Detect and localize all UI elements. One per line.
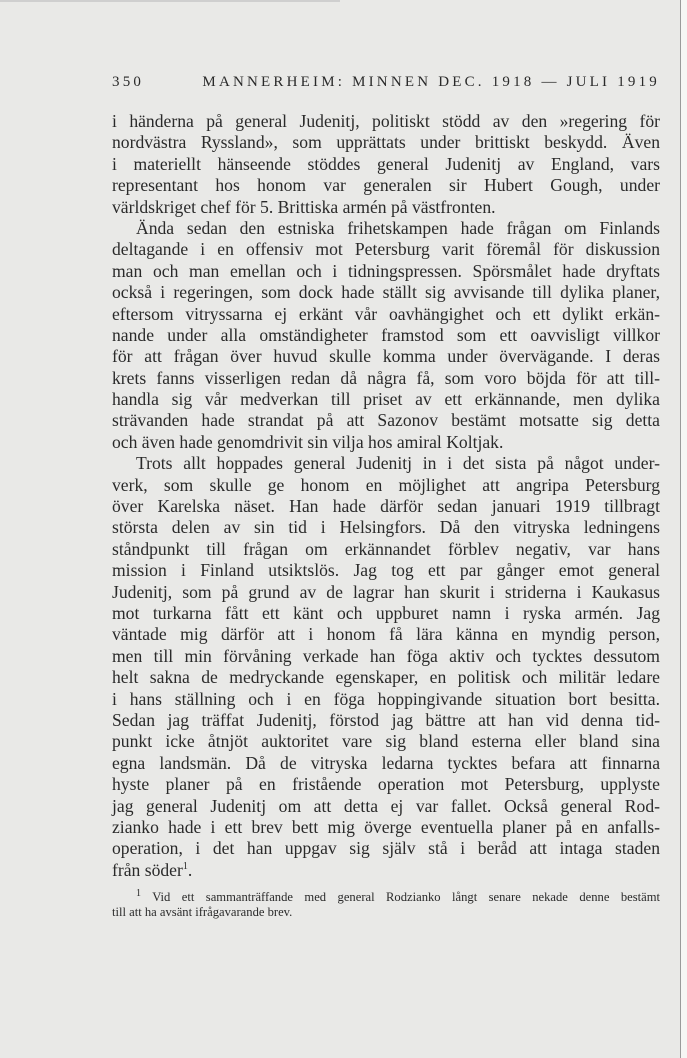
text-line-content: nordvästra Ryssland», som upprättats under brittiskt beskydd. Även <box>112 132 660 153</box>
body-text <box>112 111 660 881</box>
footnote-line: $^1$ Vid ett sammanträffande med general Rodzianko långt senare nekade denne bestämt <box>136 887 661 904</box>
text-line <box>112 753 660 774</box>
text-line <box>112 539 660 560</box>
text-line <box>112 710 660 731</box>
text-line <box>112 197 660 218</box>
footnote-reference: 1 <box>182 860 188 872</box>
text-line-content: helt sakna de medryckande egenskaper, en politisk och militär ledare <box>112 667 660 688</box>
text-line-content: största delen av sin tid i Helsingfors. Då den vitryska ledningens <box>112 517 660 538</box>
text-line <box>112 731 660 752</box>
text-line <box>112 132 660 153</box>
text-line: från söder$^1$. <box>112 859 193 880</box>
page-edge <box>680 0 687 1058</box>
text-line <box>112 560 660 581</box>
text-line <box>112 838 660 859</box>
text-line <box>112 261 660 282</box>
text-line-content: mission i Finland utsiktslös. Jag tog ett par gånger emot general <box>112 560 660 581</box>
text-line-content: i händerna på general Judenitj, politiskt stödd av den »regering för <box>112 111 660 131</box>
text-line-content: man och man emellan och i tidningspressen. Spörsmålet hade dryftats <box>112 260 660 281</box>
text-line <box>112 517 660 538</box>
text-line-content: eftersom vitryssarna ej erkänt vår oavhängighet och ett dylikt erkän- <box>112 303 660 324</box>
text-line <box>112 582 660 603</box>
text-line <box>112 432 660 453</box>
text-line-content: handla sig vår medverkan till priset av ett erkännande, men dylika <box>112 389 660 410</box>
text-line-content: väntade mig därför att i honom få lära känna en myndig person, <box>112 624 660 645</box>
text-line-content: jag general Judenitj om att detta ej var fallet. Också general Rod- <box>112 795 660 816</box>
text-line-content: representant hos honom var generalen sir Hubert Gough, under <box>112 175 660 196</box>
scan-edge-line <box>0 0 340 2</box>
text-line-content: Trots allt hoppades general Judenitj in i det sista på något under- <box>136 453 660 474</box>
text-line-content: men till min förvåning verkade han föga aktiv och tycktes dessutom <box>112 645 660 666</box>
text-line-content: hyste planer på en fristående operation mot Petersburg, upplyste <box>112 774 660 795</box>
text-line-content: Judenitj, som på grund av de lagrar han skurit i striderna i Kaukasus <box>112 581 660 602</box>
text-line <box>112 239 660 260</box>
text-line-content: operation, i det han uppgav sig själv stå i beråd att intaga staden <box>112 838 660 859</box>
text-line <box>112 282 660 303</box>
text-line <box>112 624 660 645</box>
text-line-content: i hans ställning och i en föga hoppingivande situation bort besitta. <box>112 688 660 709</box>
text-line <box>112 111 660 132</box>
running-title: MANNERHEIM: MINNEN DEC. 1918 — JULI 1919 <box>202 74 660 90</box>
text-line <box>112 175 660 196</box>
text-line-content: krets fanns visserligen redan då några få, som voro böjda för att till- <box>112 367 660 388</box>
text-line <box>112 218 660 239</box>
text-line-content: ståndpunkt till frågan om erkännandet förblev negativ, var hans <box>112 538 660 559</box>
text-line-content: från söder <box>112 859 183 880</box>
text-line <box>112 346 660 367</box>
text-line <box>112 475 660 496</box>
footnote-marker: 1 <box>136 887 141 899</box>
text-line-content: nande under alla omständigheter framstod som ett oavvisligt villkor <box>112 324 660 345</box>
text-line <box>112 325 660 346</box>
text-line-content: egna landsmän. Då de vitryska ledarna tycktes befara att finnarna <box>112 752 660 773</box>
text-line <box>112 389 660 410</box>
text-line <box>112 774 660 795</box>
footnote-line: till att ha avsänt ifrågavarande brev. <box>112 905 293 919</box>
text-line-content: Ända sedan den estniska frihetskampen hade frågan om Finlands <box>136 217 660 238</box>
text-line <box>112 796 660 817</box>
page-number: 350 <box>112 74 145 90</box>
text-line <box>112 689 660 710</box>
text-line-content: deltagande i en offensiv mot Petersburg varit föremål för diskussion <box>112 239 660 260</box>
text-line <box>112 154 660 175</box>
running-header <box>112 74 660 91</box>
text-line-content: punkt icke åtnjöt auktoritet vare sig bland esterna eller bland sina <box>112 731 660 752</box>
text-line-content: zianko hade i ett brev bett mig överge eventuella planer på en anfalls- <box>112 816 660 837</box>
text-line-content: Sedan jag träffat Judenitj, förstod jag bättre att han vid denna tid- <box>112 709 660 730</box>
text-line <box>112 667 660 688</box>
text-line-content: världskriget chef för 5. Brittiska armén på västfronten. <box>112 196 496 217</box>
text-line <box>112 496 660 517</box>
text-line-content: verk, som skulle ge honom en möjlighet att angripa Petersburg <box>112 474 660 495</box>
text-line <box>112 817 660 838</box>
text-line <box>112 603 660 624</box>
text-line-content: för att frågan över huvud skulle komma under övervägande. I deras <box>112 346 660 367</box>
text-line-content: i materiellt hänseende stöddes general Judenitj av England, vars <box>112 153 660 174</box>
text-line-content: också i regeringen, som dock hade ställt sig avvisande till dylika planer, <box>112 282 660 303</box>
text-line <box>112 646 660 667</box>
text-line-content: och även hade genomdrivit sin vilja hos amiral Koltjak. <box>112 431 504 452</box>
text-line <box>112 410 660 431</box>
text-line <box>112 453 660 474</box>
footnote <box>112 887 661 920</box>
text-line <box>112 304 660 325</box>
text-line <box>112 368 660 389</box>
text-line-content: strävanden hade strandat på att Sazonov bestämt motsatte sig detta <box>112 410 660 431</box>
text-line-content: mot turkarna fått ett känt och uppburet namn i ryska armén. Jag <box>112 602 660 623</box>
text-line-content: över Karelska näset. Han hade därför sedan januari 1919 tillbragt <box>112 496 660 517</box>
